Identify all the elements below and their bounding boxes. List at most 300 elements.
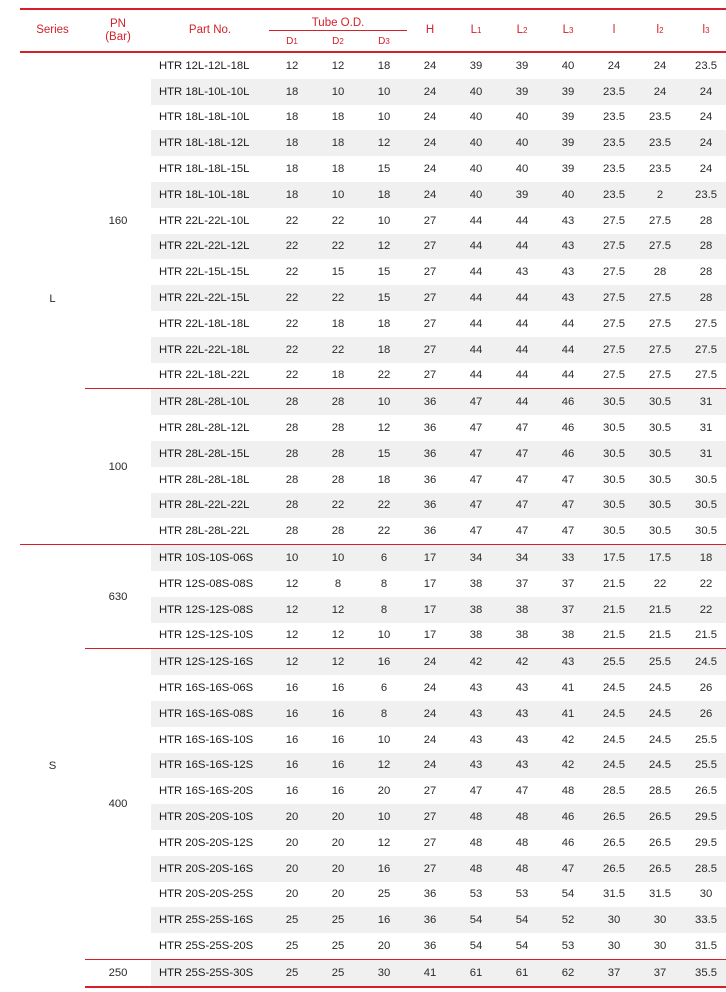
i3-cell: 24 (699, 163, 713, 176)
l3-cell: 52 (545, 907, 591, 933)
h-cell: 36 (407, 389, 453, 415)
d3-cell: 16 (361, 649, 407, 675)
d3-cell: 20 (377, 939, 391, 952)
h-cell: 27 (407, 337, 453, 363)
i3-cell: 21.5 (695, 629, 718, 642)
i-cell: 28.5 (603, 785, 626, 798)
d1-cell: 10 (269, 545, 315, 571)
l3-cell: 46 (561, 836, 575, 849)
l1-cell: 44 (453, 285, 499, 311)
l2-cell: 47 (499, 441, 545, 467)
part-no-cell: HTR 10S-10S-06S (151, 545, 269, 571)
l1-cell: 39 (469, 59, 483, 72)
l1-cell: 43 (469, 733, 483, 746)
l3-cell: 37 (561, 577, 575, 590)
part-no-cell: HTR 28L-28L-18L (159, 473, 250, 486)
l2-cell: 61 (499, 959, 545, 986)
d2-cell: 16 (315, 753, 361, 779)
pn-cell: 160 (85, 52, 151, 389)
d1-cell: 18 (269, 182, 315, 208)
d2-cell: 18 (331, 369, 345, 382)
d3-cell: 10 (361, 389, 407, 415)
d2-cell: 12 (315, 597, 361, 623)
l2-cell: 38 (499, 597, 545, 623)
i3-cell: 26.5 (695, 785, 718, 798)
i3-cell: 28 (699, 266, 713, 279)
d3-cell: 22 (361, 493, 407, 519)
i3-cell: 31 (683, 389, 726, 415)
i2-cell: 31.5 (649, 888, 672, 901)
i3-cell: 27.5 (695, 317, 718, 330)
part-no-cell: HTR 20S-20S-16S (151, 856, 269, 882)
part-no-cell: HTR 18L-10L-10L (151, 79, 269, 105)
l3-cell: 46 (561, 422, 575, 435)
i2-cell: 30.5 (649, 525, 672, 538)
l2-cell: 37 (515, 577, 529, 590)
part-no-cell: HTR 22L-22L-15L (151, 285, 269, 311)
l2-cell: 40 (515, 111, 529, 124)
h-cell: 24 (423, 733, 437, 746)
d3-cell: 10 (361, 804, 407, 830)
d2-cell: 28 (331, 525, 345, 538)
i2-cell: 25.5 (637, 649, 683, 675)
d3-cell: 20 (377, 785, 391, 798)
h-cell: 24 (407, 753, 453, 779)
d1-cell: 28 (285, 525, 299, 538)
i-cell: 30.5 (591, 389, 637, 415)
i3-cell: 30.5 (695, 473, 718, 486)
i3-cell: 31 (683, 441, 726, 467)
h-cell: 17 (423, 577, 437, 590)
l2-cell: 34 (499, 545, 545, 571)
i-cell: 27.5 (591, 337, 637, 363)
d1-cell: 28 (269, 389, 315, 415)
i2-cell: 27.5 (637, 234, 683, 260)
h-cell: 36 (407, 907, 453, 933)
series-cell: S (20, 545, 85, 987)
d1-cell: 28 (285, 473, 299, 486)
l3-cell: 47 (545, 493, 591, 519)
l2-cell: 47 (515, 422, 529, 435)
d1-cell: 12 (285, 577, 299, 590)
h-cell: 36 (423, 939, 437, 952)
d2-cell: 10 (315, 545, 361, 571)
d1-cell: 12 (285, 59, 299, 72)
i3-cell: 24.5 (683, 649, 726, 675)
part-no-cell: HTR 25S-25S-16S (151, 907, 269, 933)
d2-cell: 10 (315, 182, 361, 208)
h-cell: 27 (423, 214, 437, 227)
l3-cell: 47 (561, 473, 575, 486)
part-no-cell: HTR 18L-18L-10L (159, 111, 250, 124)
d2-cell: 16 (315, 701, 361, 727)
i2-cell: 30 (637, 907, 683, 933)
i2-cell: 22 (653, 577, 667, 590)
l2-cell: 48 (499, 856, 545, 882)
part-no-cell: HTR 16S-16S-12S (151, 753, 269, 779)
i2-cell: 26.5 (649, 836, 672, 849)
l3-cell: 47 (561, 525, 575, 538)
l2-cell: 42 (499, 649, 545, 675)
i3-cell: 29.5 (683, 804, 726, 830)
i2-cell: 27.5 (637, 285, 683, 311)
col-header-l3: L3 (562, 24, 574, 36)
l3-cell: 39 (561, 163, 575, 176)
col-header-i2: l2 (656, 24, 664, 36)
part-no-cell: HTR 16S-16S-20S (159, 785, 254, 798)
d2-cell: 15 (331, 266, 345, 279)
l1-cell: 40 (453, 182, 499, 208)
l2-cell: 47 (515, 473, 529, 486)
d3-cell: 18 (377, 473, 391, 486)
i2-cell: 30.5 (649, 473, 672, 486)
d1-cell: 25 (285, 939, 299, 952)
part-no-cell: HTR 25S-25S-20S (159, 939, 254, 952)
part-no-cell: HTR 18L-10L-18L (151, 182, 269, 208)
d2-cell: 16 (331, 733, 345, 746)
part-no-cell: HTR 25S-25S-30S (151, 959, 269, 986)
l3-cell: 42 (561, 733, 575, 746)
l1-cell: 43 (469, 682, 483, 695)
d2-cell: 10 (315, 79, 361, 105)
table-row (20, 545, 726, 571)
d3-cell: 12 (377, 422, 391, 435)
d1-cell: 18 (269, 79, 315, 105)
i2-cell: 30.5 (637, 441, 683, 467)
part-no-cell: HTR 16S-16S-08S (151, 701, 269, 727)
l1-cell: 47 (453, 441, 499, 467)
h-cell: 24 (407, 79, 453, 105)
i3-cell: 22 (699, 577, 713, 590)
l1-cell: 48 (469, 836, 483, 849)
h-cell: 36 (423, 473, 437, 486)
table-row (20, 389, 726, 415)
l1-cell: 54 (453, 907, 499, 933)
l3-cell: 62 (545, 959, 591, 986)
l3-cell: 39 (545, 79, 591, 105)
d3-cell: 10 (377, 629, 391, 642)
i-cell: 30.5 (603, 422, 626, 435)
part-no-cell: HTR 18L-18L-15L (159, 163, 250, 176)
h-cell: 27 (423, 266, 437, 279)
l3-cell: 43 (545, 234, 591, 260)
i3-cell: 27.5 (683, 337, 726, 363)
d1-cell: 22 (285, 317, 299, 330)
i2-cell: 21.5 (637, 597, 683, 623)
l2-cell: 53 (515, 888, 529, 901)
i-cell: 26.5 (591, 856, 637, 882)
d2-cell: 20 (331, 836, 345, 849)
l1-cell: 42 (453, 649, 499, 675)
part-no-cell: HTR 22L-22L-10L (159, 214, 250, 227)
l3-cell: 40 (545, 182, 591, 208)
h-cell: 27 (423, 317, 437, 330)
i2-cell: 24.5 (637, 753, 683, 779)
table-row (20, 649, 726, 675)
l2-cell: 48 (515, 836, 529, 849)
d3-cell: 10 (377, 214, 391, 227)
i-cell: 27.5 (603, 266, 626, 279)
part-no-cell: HTR 28L-28L-12L (159, 422, 250, 435)
i-cell: 37 (591, 959, 637, 986)
l1-cell: 47 (469, 525, 483, 538)
l3-cell: 46 (545, 389, 591, 415)
h-cell: 36 (423, 888, 437, 901)
l1-cell: 38 (469, 577, 483, 590)
part-no-cell: HTR 16S-16S-06S (159, 682, 254, 695)
d2-cell: 22 (315, 285, 361, 311)
l2-cell: 43 (499, 701, 545, 727)
d2-cell: 8 (334, 577, 342, 590)
spec-table-container (20, 8, 718, 988)
i3-cell: 25.5 (695, 733, 718, 746)
i-cell: 30.5 (603, 473, 626, 486)
i3-cell: 24 (683, 79, 726, 105)
d3-cell: 6 (361, 545, 407, 571)
l1-cell: 40 (453, 79, 499, 105)
l2-cell: 43 (515, 682, 529, 695)
l2-cell: 44 (499, 285, 545, 311)
i-cell: 26.5 (591, 804, 637, 830)
d2-cell: 28 (331, 422, 345, 435)
i2-cell: 27.5 (649, 369, 672, 382)
d3-cell: 25 (377, 888, 391, 901)
i-cell: 24.5 (591, 753, 637, 779)
l1-cell: 40 (453, 130, 499, 156)
l2-cell: 38 (515, 629, 529, 642)
l2-cell: 39 (499, 182, 545, 208)
d3-cell: 16 (361, 856, 407, 882)
i-cell: 23.5 (591, 79, 637, 105)
d2-cell: 20 (315, 856, 361, 882)
d1-cell: 28 (269, 493, 315, 519)
d3-cell: 15 (377, 163, 391, 176)
d2-cell: 22 (315, 234, 361, 260)
i3-cell: 26 (683, 701, 726, 727)
part-no-cell: HTR 22L-22L-18L (151, 337, 269, 363)
pn-cell: 630 (85, 545, 151, 649)
h-cell: 27 (423, 836, 437, 849)
d1-cell: 16 (285, 733, 299, 746)
l3-cell: 44 (545, 337, 591, 363)
i3-cell: 26 (699, 682, 713, 695)
pn-cell: 250 (85, 959, 151, 986)
d3-cell: 10 (377, 733, 391, 746)
l1-cell: 47 (453, 389, 499, 415)
l3-cell: 46 (545, 441, 591, 467)
l1-cell: 54 (469, 939, 483, 952)
i2-cell: 28 (653, 266, 667, 279)
l3-cell: 39 (561, 111, 575, 124)
d1-cell: 18 (285, 111, 299, 124)
i-cell: 30 (591, 907, 637, 933)
l3-cell: 44 (561, 369, 575, 382)
part-no-cell: HTR 12S-12S-10S (159, 629, 254, 642)
d1-cell: 16 (285, 785, 299, 798)
l3-cell: 39 (545, 130, 591, 156)
part-no-cell: HTR 28L-28L-15L (151, 441, 269, 467)
l1-cell: 40 (469, 163, 483, 176)
l1-cell: 47 (469, 473, 483, 486)
i3-cell: 30 (699, 888, 713, 901)
i3-cell: 24 (699, 111, 713, 124)
d3-cell: 15 (377, 266, 391, 279)
l1-cell: 43 (453, 753, 499, 779)
h-cell: 41 (407, 959, 453, 986)
d3-cell: 8 (380, 577, 388, 590)
l3-cell: 43 (561, 266, 575, 279)
d1-cell: 22 (269, 337, 315, 363)
i2-cell: 30.5 (637, 389, 683, 415)
l2-cell: 44 (499, 337, 545, 363)
l1-cell: 38 (453, 597, 499, 623)
d1-cell: 18 (269, 130, 315, 156)
i2-cell: 24.5 (649, 682, 672, 695)
i2-cell: 24 (637, 79, 683, 105)
i3-cell: 24 (683, 130, 726, 156)
pn-cell: 400 (85, 649, 151, 960)
d2-cell: 25 (315, 907, 361, 933)
h-cell: 17 (423, 629, 437, 642)
d2-cell: 25 (331, 939, 345, 952)
i2-cell: 27.5 (637, 337, 683, 363)
part-no-cell: HTR 28L-22L-22L (151, 493, 269, 519)
l3-cell: 33 (545, 545, 591, 571)
table-body (20, 52, 726, 987)
l1-cell: 40 (469, 111, 483, 124)
l3-cell: 44 (561, 317, 575, 330)
i-cell: 24.5 (603, 733, 626, 746)
i2-cell: 21.5 (649, 629, 672, 642)
i2-cell: 30.5 (649, 422, 672, 435)
table-row (20, 52, 726, 79)
l1-cell: 43 (453, 701, 499, 727)
i-cell: 21.5 (603, 629, 626, 642)
d3-cell: 12 (361, 234, 407, 260)
i3-cell: 28.5 (683, 856, 726, 882)
d1-cell: 12 (285, 629, 299, 642)
col-header-l2: L2 (516, 24, 528, 36)
h-cell: 36 (423, 525, 437, 538)
i2-cell: 24 (653, 59, 667, 72)
i2-cell: 23.5 (637, 130, 683, 156)
d1-cell: 25 (269, 959, 315, 986)
part-no-cell: HTR 20S-20S-25S (159, 888, 254, 901)
h-cell: 27 (423, 785, 437, 798)
h-cell: 27 (407, 804, 453, 830)
i2-cell: 30 (653, 939, 667, 952)
l3-cell: 46 (545, 804, 591, 830)
col-header-pn: PN (Bar) (105, 17, 131, 43)
d3-cell: 18 (377, 59, 391, 72)
l1-cell: 44 (469, 266, 483, 279)
d1-cell: 22 (285, 266, 299, 279)
i3-cell: 23.5 (695, 59, 718, 72)
d1-cell: 12 (269, 597, 315, 623)
d1-cell: 22 (285, 214, 299, 227)
h-cell: 27 (423, 369, 437, 382)
h-cell: 27 (407, 856, 453, 882)
pn-unit: (Bar) (105, 30, 131, 43)
l1-cell: 48 (453, 856, 499, 882)
d2-cell: 18 (331, 317, 345, 330)
i3-cell: 28 (683, 285, 726, 311)
d2-cell: 28 (315, 389, 361, 415)
d1-cell: 22 (269, 285, 315, 311)
l3-cell: 43 (545, 285, 591, 311)
i2-cell: 26.5 (637, 804, 683, 830)
d2-cell: 22 (315, 493, 361, 519)
i-cell: 23.5 (603, 111, 626, 124)
i-cell: 23.5 (603, 163, 626, 176)
part-no-cell: HTR 22L-22L-12L (151, 234, 269, 260)
d2-cell: 20 (331, 888, 345, 901)
col-header-d2: D2 (332, 35, 344, 47)
col-header-d3: D3 (378, 35, 390, 47)
i2-cell: 23.5 (649, 111, 672, 124)
i3-cell: 29.5 (695, 836, 718, 849)
d2-cell: 22 (331, 214, 345, 227)
col-header-series: Series (36, 24, 69, 36)
l1-cell: 44 (453, 337, 499, 363)
part-no-cell: HTR 12S-12S-16S (151, 649, 269, 675)
l3-cell: 48 (561, 785, 575, 798)
d1-cell: 18 (285, 163, 299, 176)
i-cell: 24.5 (591, 701, 637, 727)
d1-cell: 16 (269, 753, 315, 779)
col-header-i: l (612, 24, 616, 36)
d2-cell: 12 (331, 59, 345, 72)
h-cell: 27 (407, 285, 453, 311)
part-no-cell: HTR 12S-12S-08S (151, 597, 269, 623)
l2-cell: 54 (515, 939, 529, 952)
pn-cell: 100 (85, 389, 151, 545)
h-cell: 24 (423, 163, 437, 176)
i3-cell: 33.5 (683, 907, 726, 933)
l3-cell: 40 (561, 59, 575, 72)
i-cell: 21.5 (603, 577, 626, 590)
d1-cell: 20 (269, 856, 315, 882)
part-no-cell: HTR 20S-20S-12S (159, 836, 254, 849)
l1-cell: 47 (453, 493, 499, 519)
i2-cell: 27.5 (649, 317, 672, 330)
part-no-cell: HTR 22L-18L-22L (159, 369, 250, 382)
d2-cell: 12 (315, 649, 361, 675)
l1-cell: 48 (453, 804, 499, 830)
i2-cell: 24.5 (637, 701, 683, 727)
l2-cell: 40 (499, 130, 545, 156)
d2-cell: 18 (331, 163, 345, 176)
h-cell: 24 (423, 682, 437, 695)
d3-cell: 6 (380, 682, 388, 695)
i-cell: 17.5 (591, 545, 637, 571)
col-header-l1: L1 (470, 24, 482, 36)
d3-cell: 15 (361, 285, 407, 311)
i3-cell: 31 (699, 422, 713, 435)
col-header-part-no: Part No. (188, 24, 232, 36)
l3-cell: 42 (545, 753, 591, 779)
i3-cell: 25.5 (683, 753, 726, 779)
l2-cell: 44 (515, 214, 529, 227)
i3-cell: 28 (683, 234, 726, 260)
part-no-cell: HTR 22L-15L-15L (159, 266, 250, 279)
i3-cell: 23.5 (683, 182, 726, 208)
l1-cell: 44 (469, 317, 483, 330)
part-no-cell: HTR 22L-18L-18L (159, 317, 250, 330)
l3-cell: 37 (545, 597, 591, 623)
h-cell: 24 (407, 182, 453, 208)
i-cell: 30.5 (591, 441, 637, 467)
